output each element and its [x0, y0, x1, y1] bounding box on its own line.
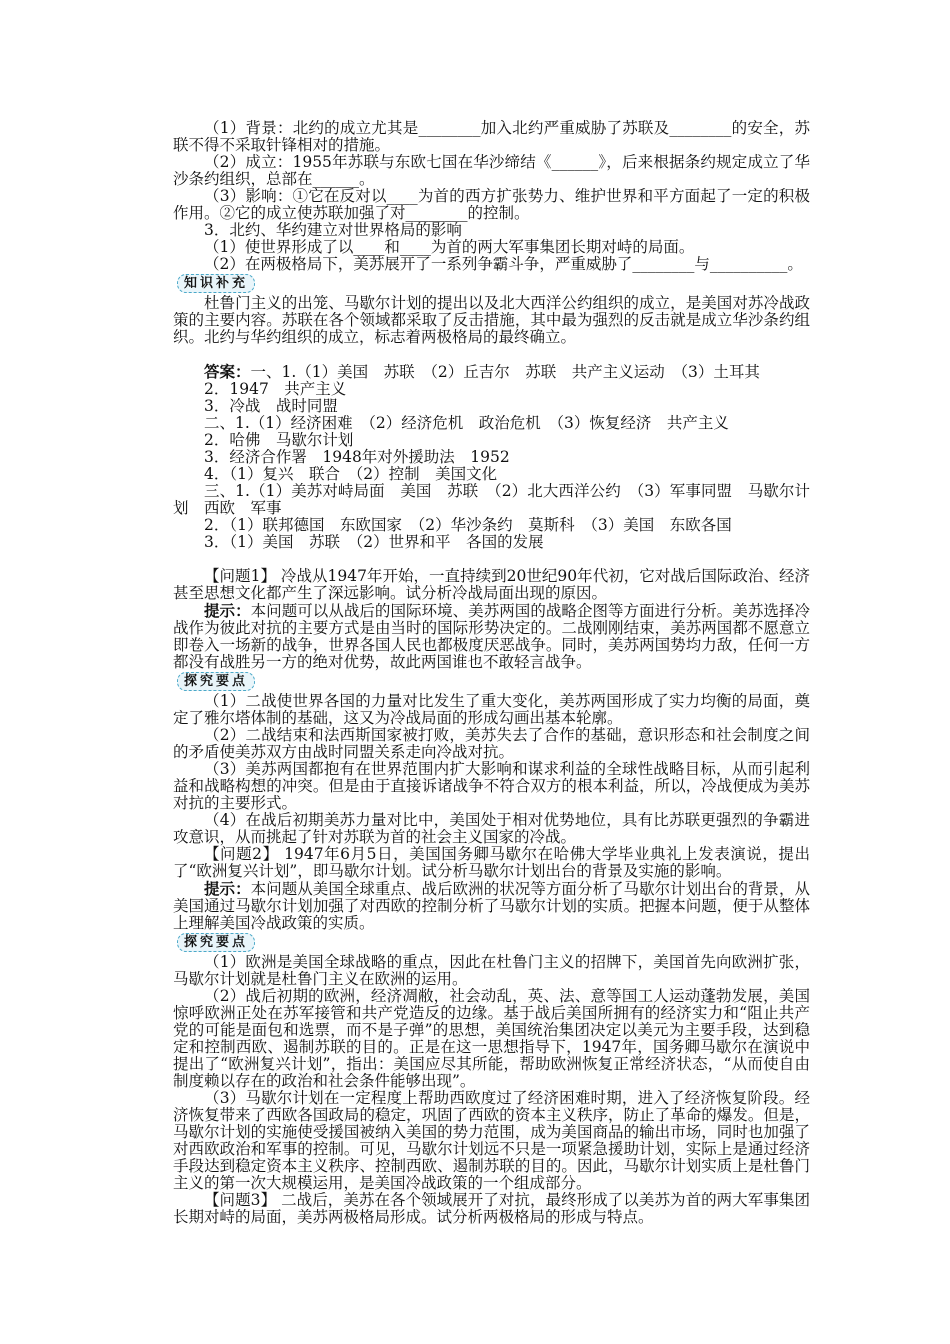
question-3-label: 【问题3】 — [204, 1191, 277, 1209]
question-1: 【问题1】 冷战从1947年开始，一直持续到20世纪90年代初，它对战后国际政治、经济甚至思想文化都产生了深远影响。试分析冷战局面出现的原因。 — [173, 567, 810, 602]
answers-line-4: 二、1.（1）经济困难 （2）经济危机 政治危机 （3）恢复经济 共产主义 — [204, 414, 729, 432]
q2-point-2: （2）战后初期的欧洲，经济凋敝，社会动乱，英、法、意等国工人运动蓬勃发展，美国惊呼欧洲正处在苏军接管和共产党造反的边缘。基于战后美国所拥有的经济实力和“阻止共产党的可能是面包和选票，而不是子弹”的思想，美国统治集团决定以美元为主要手段，达到稳定和控制西欧、遏制苏联的目的。正是在这一思想指导下，1947年，国务卿马歇尔在演说中提出了“欧洲复兴计划”，指出：美国应尽其所能，帮助欧洲恢复正常经济状态，“从而使自由制度赖以存在的政治和社会条件能够出现”。 — [173, 987, 810, 1090]
supplement-tag: 知识补充 — [177, 274, 255, 293]
explore-points-tag: 探究要点 — [177, 672, 255, 691]
answers-line-1: 答案：一、1.（1）美国 苏联 （2）丘吉尔 苏联 共产主义运动 （3）土耳其 — [204, 362, 760, 381]
supplement-text: 杜鲁门主义的出笼、马歇尔计划的提出以及北大西洋公约组织的成立，是美国对苏冷战政策的主要内容。苏联在各个领域都采取了反击措施，其中最为强烈的反击就是成立华沙条约组织。北约与华约组织的成立，标志着两极格局的最终确立。 — [173, 294, 810, 346]
answers-line-2: 2．1947 共产主义 — [204, 380, 347, 398]
answers-line-3: 3．冷战 战时同盟 — [204, 397, 338, 415]
section-3-item-2: （2）在两极格局下，美苏展开了一系列争霸斗争，严重威胁了________与__________。 — [204, 255, 803, 273]
nato-background: （1）背景：北约的成立尤其是________加入北约严重威胁了苏联及________的安全，苏联不得不采取针锋相对的措施。 — [173, 119, 810, 154]
q2-point-3: （3）马歇尔计划在一定程度上帮助西欧度过了经济困难时期，进入了经济恢复阶段。经济恢复带来了西欧各国政局的稳定，巩固了西欧的资本主义秩序，防止了革命的爆发。但是，马歇尔计划的实施使受援国被纳入美国的势力范围，成为美国商品的输出市场，同时也加强了对西欧政治和军事的控制。可见，马歇尔计划远不只是一项紧急援助计划，实际上是通过经济手段达到稳定资本主义秩序、控制西欧、遏制苏联的目的。因此，马歇尔计划实质上是杜鲁门主义的第一次大规模运用，是美国冷战政策的一个组成部分。 — [173, 1089, 810, 1192]
question-1-hint: 提示：本问题可以从战后的国际环境、美苏两国的战略企图等方面进行分析。美苏选择冷战作为彼此对抗的主要方式是由当时的国际形势决定的。二战刚刚结束，美苏两国都不愿意立即卷入一场新的战争，世界各国人民也都极度厌恶战争。同时，美苏两国势均力敌，任何一方都没有战胜另一方的绝对优势，故此两国谁也不敢轻言战争。 — [173, 601, 810, 671]
answers-line-10: 3．（1）美国 苏联 （2）世界和平 各国的发展 — [204, 533, 544, 551]
question-1-label: 【问题1】 — [204, 567, 276, 585]
warsaw-influence: （3）影响：①它在反对以____为首的西方扩张势力、维护世界和平方面起了一定的积极作用。②它的成立使苏联加强了对________的控制。 — [173, 187, 810, 222]
answers-line-6: 3．经济合作署 1948年对外援助法 1952 — [204, 448, 510, 466]
warsaw-founding: （2）成立：1955年苏联与东欧七国在华沙缔结《______》，后来根据条约规定成立了华沙条约组织，总部在______。 — [173, 153, 810, 188]
q1-tag-row — [173, 671, 810, 693]
answers-label: 答案： — [204, 362, 251, 381]
q1-point-1: （1）二战使世界各国的力量对比发生了重大变化，美苏两国形成了实力均衡的局面，奠定了雅尔塔体制的基础，这又为冷战局面的形成勾画出基本轮廓。 — [173, 692, 810, 727]
question-2: 【问题2】 1947年6月5日，美国国务卿马歇尔在哈佛大学毕业典礼上发表演说，提出了“欧洲复兴计划”，即马歇尔计划。试分析马歇尔计划出台的背景及实施的影响。 — [173, 845, 810, 880]
question-3: 【问题3】 二战后，美苏在各个领域展开了对抗，最终形成了以美苏为首的两大军事集团长期对峙的局面，美苏两极格局形成。试分析两极格局的形成与特点。 — [173, 1191, 810, 1226]
q2-tag-row — [173, 932, 810, 954]
supplement-tag-row — [173, 273, 810, 295]
answers-line-8: 三、1.（1）美苏对峙局面 美国 苏联 （2）北大西洋公约 （3）军事同盟 马歇尔计划 西欧 军事 — [173, 482, 810, 517]
question-2-hint: 提示：本问题从美国全球重点、战后欧洲的状况等方面分析了马歇尔计划出台的背景，从美国通过马歇尔计划加强了对西欧的控制分析了马歇尔计划的实质。把握本问题，便于从整体上理解美国冷战政策的实质。 — [173, 879, 810, 932]
q1-point-3: （3）美苏两国都抱有在世界范围内扩大影响和谋求利益的全球性战略目标，从而引起利益和战略构想的冲突。但是由于直接诉诸战争不符合双方的根本利益，所以，冷战便成为美苏对抗的主要形式。 — [173, 760, 810, 812]
explore-points-tag: 探究要点 — [177, 933, 255, 952]
answers-line-5: 2．哈佛 马歇尔计划 — [204, 431, 354, 449]
answers-line-9: 2．（1）联邦德国 东欧国家 （2）华沙条约 莫斯科 （3）美国 东欧各国 — [204, 516, 732, 534]
hint-label: 提示： — [204, 601, 251, 620]
section-3-item-1: （1）使世界形成了以____和____为首的两大军事集团长期对峙的局面。 — [204, 238, 695, 256]
answers-line-7: 4．（1）复兴 联合 （2）控制 美国文化 — [204, 465, 498, 483]
hint-label: 提示： — [204, 879, 251, 898]
question-2-label: 【问题2】 — [204, 845, 279, 863]
q1-point-4: （4）在战后初期美苏力量对比中，美国处于相对优势地位，具有比苏联更强烈的争霸进攻意识，从而挑起了针对苏联为首的社会主义国家的冷战。 — [173, 811, 810, 846]
section-3-title: 3．北约、华约建立对世界格局的影响 — [204, 221, 462, 239]
q1-point-2: （2）二战结束和法西斯国家被打败，美苏失去了合作的基础，意识形态和社会制度之间的矛盾使美苏双方由战时同盟关系走向冷战对抗。 — [173, 726, 810, 761]
q2-point-1: （1）欧洲是美国全球战略的重点，因此在杜鲁门主义的招牌下，美国首先向欧洲扩张，马歇尔计划就是杜鲁门主义在欧洲的运用。 — [173, 953, 810, 988]
